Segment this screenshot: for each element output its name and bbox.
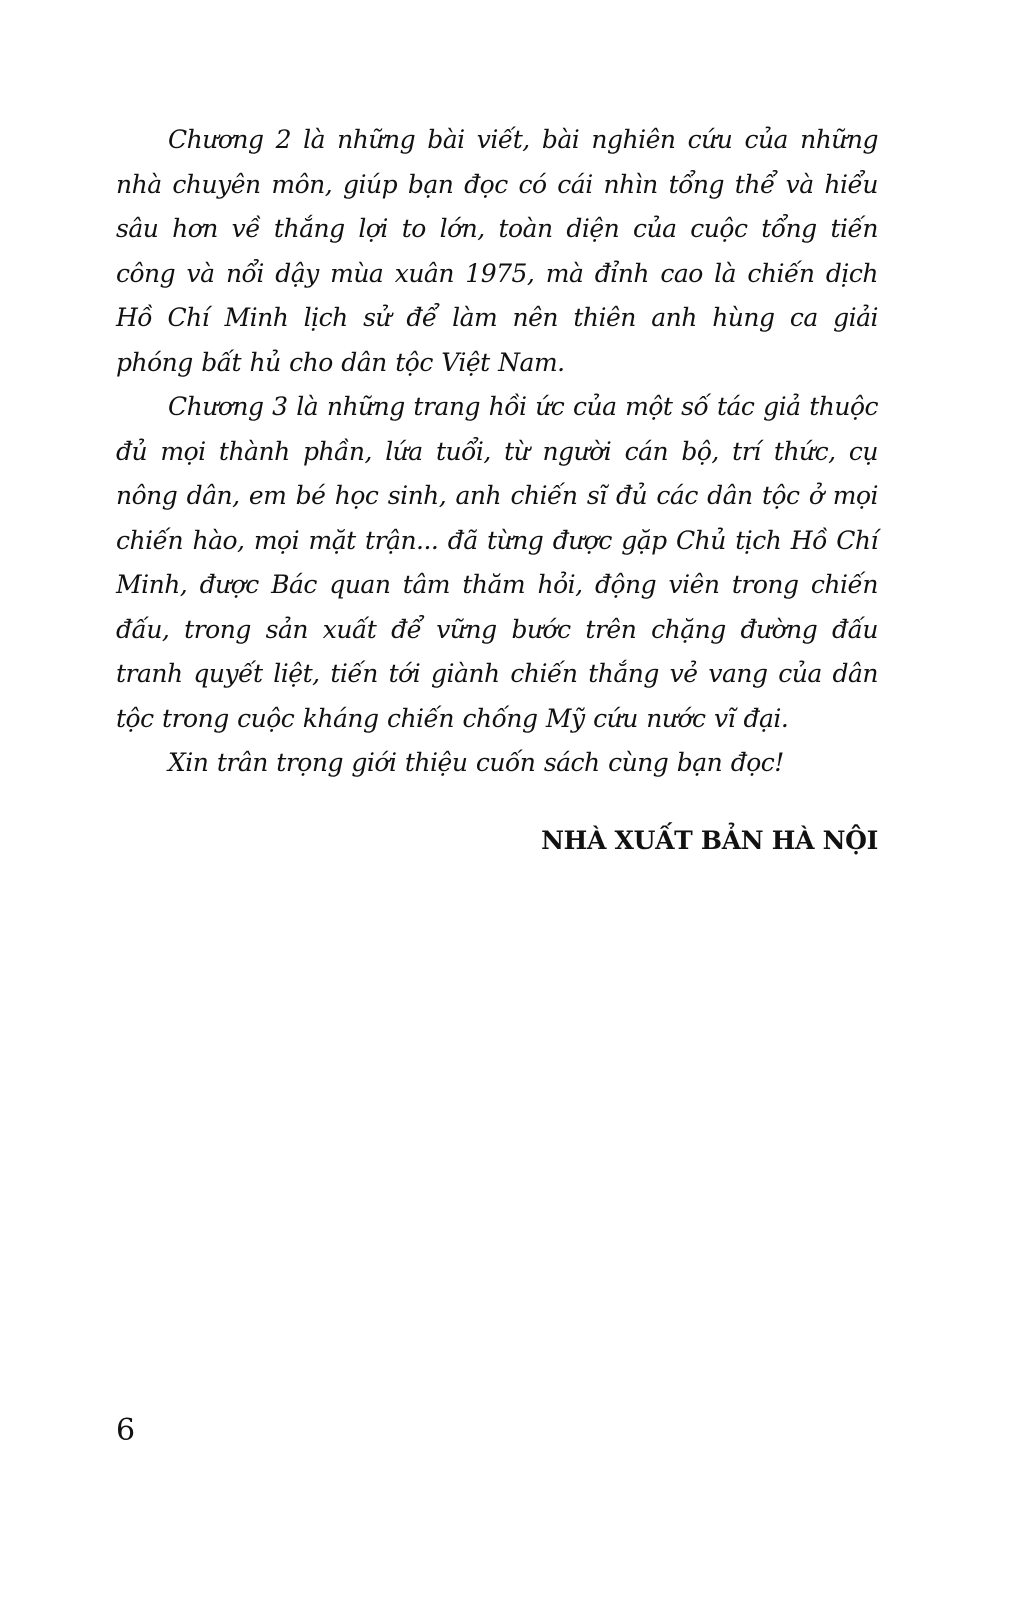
body-text: [116, 118, 878, 786]
paragraph-chapter-3: Chương 3 là những trang hồi ức của một số tác giả thuộc đủ mọi thành phần, lứa tuổi, từ người cán bộ, trí thức, cụ nông dân, em bé học sinh, anh chiến sĩ đủ các dân tộc ở mọi chiến hào, mọi mặt trận... đã từng được gặp Chủ tịch Hồ Chí Minh, được Bác quan tâm thăm hỏi, động viên trong chiến đấu, trong sản xuất để vững bước trên chặng đường đấu tranh quyết liệt, tiến tới giành chiến thắng vẻ vang của dân tộc trong cuộc kháng chiến chống Mỹ cứu nước vĩ đại.: [116, 392, 878, 733]
publisher-signature: NHÀ XUẤT BẢN HÀ NỘI: [541, 826, 878, 855]
page-number: 6: [116, 1413, 136, 1448]
paragraph-chapter-2: Chương 2 là những bài viết, bài nghiên cứu của những nhà chuyên môn, giúp bạn đọc có cái nhìn tổng thể và hiểu sâu hơn về thắng lợi to lớn, toàn diện của cuộc tổng tiến công và nổi dậy mùa xuân 1975, mà đỉnh cao là chiến dịch Hồ Chí Minh lịch sử để làm nên thiên anh hùng ca giải phóng bất hủ cho dân tộc Việt Nam.: [116, 125, 878, 377]
paragraph-closing: Xin trân trọng giới thiệu cuốn sách cùng bạn đọc!: [168, 748, 784, 777]
